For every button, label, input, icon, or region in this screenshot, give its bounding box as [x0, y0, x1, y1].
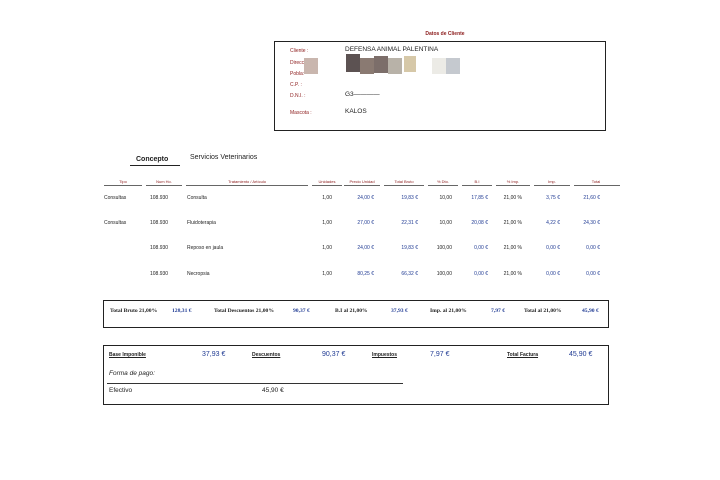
cell-bi: 0,00 € — [474, 271, 488, 277]
impuestos-value: 7,97 € — [430, 351, 450, 358]
cell-tratamiento: Reposo en jaula — [187, 245, 224, 251]
cell-num: 108.930 — [150, 245, 169, 251]
cell-total: 24,30 € — [583, 220, 600, 226]
dni-value: G3———— — [345, 91, 380, 98]
cell-num: 108.930 — [150, 271, 169, 277]
totals-bar — [103, 300, 609, 328]
cell-dto: 100,00 — [436, 245, 452, 251]
total-label: Total al 21,00% — [524, 308, 562, 314]
header-imp: Imp. — [548, 179, 556, 184]
header-dto: % Dto. — [436, 179, 449, 184]
client-section-title: Datos de Cliente — [425, 31, 465, 37]
cell-pimp: 21,00 % — [503, 271, 522, 277]
header-num: Num Ho. — [156, 179, 172, 184]
forma-de-pago-label: Forma de pago: — [109, 370, 155, 377]
cell-total: 0,00 € — [586, 245, 600, 251]
cell-unidades: 1,00 — [322, 195, 332, 201]
city-label: Pobla: — [290, 71, 305, 77]
address-label: Direcc — [290, 60, 305, 66]
bi-total-value: 37,93 € — [391, 308, 408, 314]
postal-code-label: C.P. : — [290, 82, 302, 88]
cell-dto: 100,00 — [436, 271, 452, 277]
cell-tipo: Consultas — [104, 220, 127, 226]
total-factura-label: Total Factura — [507, 352, 539, 358]
cell-bi: 17,85 € — [471, 195, 488, 201]
header-bi: B.I — [474, 179, 480, 184]
base-imponible-label: Base Imponible — [109, 352, 146, 358]
header-tratamiento: Tratamiento / Artículo — [228, 179, 266, 184]
dni-label: D.N.I. : — [290, 93, 306, 99]
cell-precio: 24,00 € — [357, 245, 374, 251]
client-label: Cliente : — [290, 48, 309, 54]
client-box — [274, 41, 606, 131]
cell-bruto: 66,32 € — [401, 271, 418, 277]
descuentos-label: Descuentos — [252, 352, 281, 358]
cell-unidades: 1,00 — [322, 220, 332, 226]
total-factura-value: 45,90 € — [569, 351, 593, 358]
header-tipo: Tipo — [119, 179, 127, 184]
imp-total-label: Imp. al 21,00% — [430, 308, 467, 314]
impuestos-label: Impuestos — [372, 352, 398, 358]
tab-underline — [130, 165, 180, 166]
imp-total-value: 7,97 € — [491, 308, 505, 314]
cell-num: 108.930 — [150, 220, 169, 226]
cell-total: 21,60 € — [583, 195, 600, 201]
cell-precio: 80,25 € — [357, 271, 374, 277]
total-value: 45,90 € — [582, 308, 599, 314]
bi-total-label: B.I al 21,00% — [335, 308, 368, 314]
cell-imp: 0,00 € — [546, 245, 560, 251]
cell-precio: 27,00 € — [357, 220, 374, 226]
cell-bi: 20,08 € — [471, 220, 488, 226]
cell-bruto: 19,83 € — [401, 195, 418, 201]
cell-num: 108.930 — [150, 195, 169, 201]
total-bruto-value: 128,31 € — [172, 308, 192, 314]
cell-tratamiento: Necropsia — [187, 271, 210, 277]
cell-pimp: 21,00 % — [503, 220, 522, 226]
header-bruto: Total Bruto — [394, 179, 414, 184]
cell-bi: 0,00 € — [474, 245, 488, 251]
cell-pimp: 21,00 % — [503, 245, 522, 251]
cell-imp: 4,22 € — [546, 220, 560, 226]
cell-imp: 3,75 € — [546, 195, 560, 201]
cell-precio: 24,00 € — [357, 195, 374, 201]
header-precio: Precio Unidad — [349, 179, 375, 184]
header-unidades: Unidades — [318, 179, 336, 184]
tab-servicios-veterinarios[interactable]: Servicios Veterinarios — [190, 154, 258, 161]
pet-name: KALOS — [345, 108, 367, 115]
total-descuentos-label: Total Descuentos 21,00% — [214, 308, 274, 314]
base-imponible-value: 37,93 € — [202, 351, 226, 358]
cell-bruto: 22,31 € — [401, 220, 418, 226]
tab-concepto[interactable]: Concepto — [136, 156, 169, 163]
cell-dto: 10,00 — [439, 195, 452, 201]
descuentos-value: 90,37 € — [322, 351, 346, 358]
cell-unidades: 1,00 — [322, 271, 332, 277]
cell-pimp: 21,00 % — [503, 195, 522, 201]
cell-tratamiento: Fluidoterapia — [187, 220, 216, 226]
cell-imp: 0,00 € — [546, 271, 560, 277]
pet-label: Mascota : — [290, 110, 312, 116]
cell-bruto: 19,83 € — [401, 245, 418, 251]
header-pimp: % Imp. — [506, 179, 520, 184]
total-descuentos-value: 90,37 € — [293, 308, 310, 314]
client-name: DEFENSA ANIMAL PALENTINA — [345, 46, 439, 53]
payment-amount: 45,90 € — [262, 387, 284, 394]
cell-total: 0,00 € — [586, 271, 600, 277]
payment-divider — [107, 383, 403, 384]
cell-tipo: Consultas — [104, 195, 127, 201]
header-total: Total — [591, 179, 601, 184]
cell-unidades: 1,00 — [322, 245, 332, 251]
payment-method: Efectivo — [109, 387, 133, 394]
cell-dto: 10,00 — [439, 220, 452, 226]
cell-tratamiento: Consulta — [187, 195, 207, 201]
total-bruto-label: Total Bruto 21,00% — [110, 308, 158, 314]
